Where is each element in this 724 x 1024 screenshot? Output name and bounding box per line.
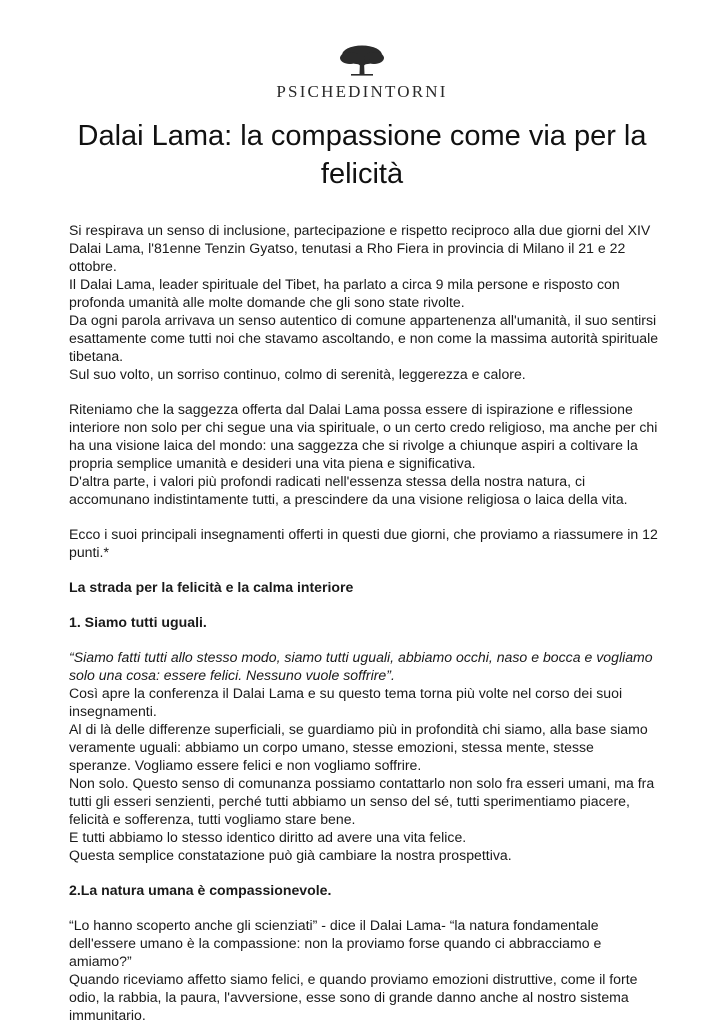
paragraph: “Lo hanno scoperto anche gli scienziati” - dice il Dalai Lama- “la natura fondamentale dell'essere umano è la compassione: non la proviamo forse quando ci abbracciamo e amiamo?” — [69, 917, 602, 969]
logo — [0, 44, 724, 102]
paragraph: D'altra parte, i valori più profondi radicati nell'essenza stessa della nostra natura, ci accomunano indistintamente tutti, a prescindere da una visione religiosa o laica della vita. — [69, 473, 628, 507]
logo-text: PSICHEDINTORNI — [276, 82, 448, 101]
tree-icon — [0, 44, 724, 78]
quote: “Siamo fatti tutti allo stesso modo, siamo tutti uguali, abbiamo occhi, naso e bocca e vogliamo solo una cosa: essere felici. Nessuno vuole soffrire”. — [69, 649, 653, 683]
point-heading: 2.La natura umana è compassionevole. — [69, 882, 332, 898]
point-heading: 1. Siamo tutti uguali. — [69, 614, 207, 630]
paragraph: Non solo. Questo senso di comunanza possiamo contattarlo non solo fra esseri umani, ma fra tutti gli esseri senzienti, perché tutti abbiamo un senso del sé, tutti sperimentiamo piacere, felicità e sofferenza, tutti vogliamo stare bene. — [69, 775, 655, 827]
paragraph: Sul suo volto, un sorriso continuo, colmo di serenità, leggerezza e calore. — [69, 366, 526, 382]
paragraph: E tutti abbiamo lo stesso identico diritto ad avere una vita felice. — [69, 829, 467, 845]
paragraph: Quando riceviamo affetto siamo felici, e quando proviamo emozioni distruttive, come il forte odio, la rabbia, la paura, l'avversione, esse sono di grande danno anche al nostro sistema immunitario. — [69, 971, 638, 1023]
paragraph: Al di là delle differenze superficiali, se guardiamo più in profondità chi siamo, alla base siamo veramente uguali: abbiamo un corpo umano, stesse emozioni, stessa mente, stesse speranze. Vogliamo essere felici e non vogliamo soffrire. — [69, 721, 648, 773]
paragraph: Il Dalai Lama, leader spirituale del Tibet, ha parlato a circa 9 mila persone e risposto con profonda umanità alle molte domande che gli sono state rivolte. — [69, 276, 620, 310]
article-title: Dalai Lama: la compassione come via per la felicità — [77, 120, 647, 190]
paragraph: Si respirava un senso di inclusione, partecipazione e rispetto reciproco alla due giorni del XIV Dalai Lama, l'81enne Tenzin Gyatso, tenutasi a Rho Fiera in provincia di Milano il 21 e 22 ottobre. — [69, 222, 651, 274]
paragraph: Da ogni parola arrivava un senso autentico di comune appartenenza all'umanità, il suo sentirsi esattamente come tutti noi che stavamo ascoltando, e non come la massima autorità spirituale tibetana. — [69, 312, 659, 364]
paragraph: Così apre la conferenza il Dalai Lama e su questo tema torna più volte nel corso dei suoi insegnamenti. — [69, 685, 623, 719]
paragraph: Ecco i suoi principali insegnamenti offerti in questi due giorni, che proviamo a riassumere in 12 punti.* — [69, 526, 658, 560]
article-body — [69, 221, 659, 1024]
section-heading: La strada per la felicità e la calma interiore — [69, 579, 354, 595]
paragraph: Questa semplice constatazione può già cambiare la nostra prospettiva. — [69, 847, 512, 863]
paragraph: Riteniamo che la saggezza offerta dal Dalai Lama possa essere di ispirazione e riflessione interiore non solo per chi segue una via spirituale, o un certo credo religioso, ma anche per chi ha una visione laica del mondo: una saggezza che si rivolge a chiunque aspiri a coltivare la propria semplice umanità e desideri una vita piena e significativa. — [69, 401, 658, 471]
